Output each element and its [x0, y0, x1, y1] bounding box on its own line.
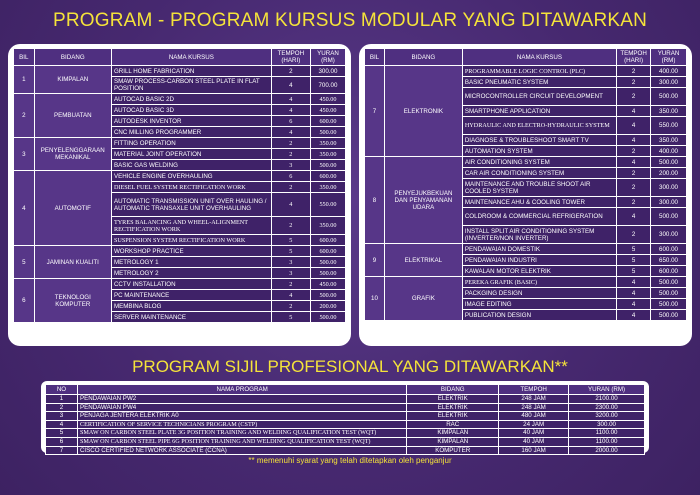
course-tempoh: 3 [271, 160, 310, 171]
course-tempoh: 4 [271, 105, 310, 116]
program-tempoh: 40 JAM [499, 429, 569, 438]
course-tempoh: 5 [271, 312, 310, 323]
table-row [14, 94, 346, 105]
course-tempoh: 4 [617, 299, 651, 310]
group-bidang: PEMBUATAN [34, 94, 111, 138]
program-yuran: 2100.00 [569, 395, 645, 404]
course-name: METROLOGY 1 [111, 257, 271, 268]
course-tempoh: 4 [617, 277, 651, 288]
course-tempoh: 2 [271, 182, 310, 193]
course-tempoh: 5 [271, 235, 310, 246]
course-tempoh: 2 [271, 138, 310, 149]
table-row [46, 395, 645, 404]
table-row [46, 403, 645, 412]
course-tempoh: 4 [271, 193, 310, 217]
course-yuran: 350.00 [310, 138, 345, 149]
header-bidang: BIDANG [384, 49, 462, 66]
modular-courses-table-left [13, 48, 346, 323]
sijil-profesional-panel [41, 381, 649, 453]
header-yuran: YURAN (RM) [310, 49, 345, 66]
course-yuran: 400.00 [651, 66, 687, 77]
table-row [365, 66, 687, 77]
header-nama-kursus: NAMA KURSUS [462, 49, 616, 66]
program-name: CERTIFICATION OF SERVICE TECHNICIANS PROGRAM (CSTP) [77, 420, 406, 429]
course-tempoh: 4 [271, 290, 310, 301]
group-bil: 10 [365, 277, 385, 321]
course-yuran: 300.00 [651, 179, 687, 197]
program-yuran: 1100.00 [569, 437, 645, 446]
course-name: MATERIAL JOINT OPERATION [111, 149, 271, 160]
group-bidang: JAMINAN KUALITI [34, 246, 111, 279]
group-bil: 8 [365, 157, 385, 244]
group-bil: 9 [365, 244, 385, 277]
course-yuran: 300.00 [310, 66, 345, 77]
course-name: PROGRAMMABLE LOGIC CONTROL (PLC) [462, 66, 616, 77]
course-tempoh: 2 [617, 66, 651, 77]
course-tempoh: 5 [617, 244, 651, 255]
header-nama-program: NAMA PROGRAM [77, 385, 406, 395]
course-yuran: 450.00 [310, 105, 345, 116]
course-yuran: 300.00 [651, 226, 687, 244]
course-yuran: 500.00 [310, 290, 345, 301]
course-name: INSTALL SPLIT AIR CONDITIONING SYSTEM (INVERTER/NON INVERTER) [462, 226, 616, 244]
course-tempoh: 3 [271, 257, 310, 268]
program-no: 5 [46, 429, 78, 438]
table-row [46, 446, 645, 455]
program-tempoh: 160 JAM [499, 446, 569, 455]
course-yuran: 600.00 [310, 235, 345, 246]
course-name: AUTOCAD BASIC 3D [111, 105, 271, 116]
program-tempoh: 480 JAM [499, 412, 569, 421]
group-bidang: PENYELENGGARAAN MEKANIKAL [34, 138, 111, 171]
course-tempoh: 3 [271, 268, 310, 279]
group-bil: 3 [14, 138, 35, 171]
table-row [46, 420, 645, 429]
course-name: AUTOMATION SYSTEM [462, 146, 616, 157]
course-name: BASIC PNEUMATIC SYSTEM [462, 77, 616, 88]
table-row [46, 429, 645, 438]
course-tempoh: 2 [617, 77, 651, 88]
course-tempoh: 4 [271, 94, 310, 105]
course-name: FITTING OPERATION [111, 138, 271, 149]
footnote: ** memenuhi syarat yang telah ditetapkan oleh penganjur [248, 456, 452, 465]
course-tempoh: 4 [617, 208, 651, 226]
group-bidang: TEKNOLOGI KOMPUTER [34, 279, 111, 323]
group-bidang: GRAFIK [384, 277, 462, 321]
course-name: PC MAINTENANCE [111, 290, 271, 301]
course-name: IMAGE EDITING [462, 299, 616, 310]
course-yuran: 500.00 [310, 127, 345, 138]
course-yuran: 600.00 [651, 244, 687, 255]
header-nama-kursus: NAMA KURSUS [111, 49, 271, 66]
course-tempoh: 5 [271, 246, 310, 257]
course-name: SUSPENSION SYSTEM RECTIFICATION WORK [111, 235, 271, 246]
course-tempoh: 6 [271, 171, 310, 182]
course-yuran: 350.00 [310, 217, 345, 235]
course-name: COLDROOM & COMMERCIAL REFRIGERATION [462, 208, 616, 226]
course-name: AIR CONDITIONING SYSTEM [462, 157, 616, 168]
group-bil: 6 [14, 279, 35, 323]
program-name: PENDAWAIAN PW4 [77, 403, 406, 412]
course-name: MEMBINA BLOG [111, 301, 271, 312]
table-row [14, 66, 346, 77]
table-row [365, 244, 687, 255]
course-name: MAINTENANCE AND TROUBLE SHOOT AIR COOLED SYSTEM [462, 179, 616, 197]
course-name: DIAGNOSE & TROUBLESHOOT SMART TV [462, 135, 616, 146]
course-tempoh: 4 [271, 77, 310, 94]
course-yuran: 500.00 [310, 257, 345, 268]
course-name: WORKSHOP PRACTICE [111, 246, 271, 257]
group-bidang: KIMPALAN [34, 66, 111, 94]
modular-courses-right-panel [359, 44, 692, 346]
table-header-row [365, 49, 687, 66]
course-yuran: 450.00 [310, 279, 345, 290]
program-name: SMAW ON CARBON STEEL PIPE 6G POSITION TRAINING AND WELDING QUALIFICATION TEST (WQT) [77, 437, 406, 446]
course-name: MAINTENANCE AHU & COOLING TOWER [462, 197, 616, 208]
section-title-sijil: PROGRAM SIJIL PROFESIONAL YANG DITAWARKAN** [132, 357, 568, 376]
program-name: PENDAWAIAN PW2 [77, 395, 406, 404]
sijil-profesional-table [45, 384, 645, 455]
course-yuran: 550.00 [310, 193, 345, 217]
course-yuran: 300.00 [651, 77, 687, 88]
course-tempoh: 4 [617, 157, 651, 168]
table-row [46, 412, 645, 421]
course-yuran: 550.00 [651, 117, 687, 135]
program-name: CISCO CERTIFIED NETWORK ASSOCIATE (CCNA) [77, 446, 406, 455]
course-tempoh: 4 [617, 117, 651, 135]
table-row [14, 138, 346, 149]
course-name: SMARTPHONE APPLICATION [462, 106, 616, 117]
course-yuran: 500.00 [310, 160, 345, 171]
program-no: 3 [46, 412, 78, 421]
table-row [14, 171, 346, 182]
course-tempoh: 2 [617, 197, 651, 208]
program-tempoh: 248 JAM [499, 403, 569, 412]
course-tempoh: 2 [271, 279, 310, 290]
course-yuran: 500.00 [651, 157, 687, 168]
course-tempoh: 5 [617, 266, 651, 277]
course-name: AUTOCAD BASIC 2D [111, 94, 271, 105]
course-yuran: 450.00 [310, 94, 345, 105]
group-bil: 2 [14, 94, 35, 138]
course-yuran: 500.00 [651, 208, 687, 226]
course-name: TYRES BALANCING AND WHEEL-ALIGNMENT RECTIFICATION WORK [111, 217, 271, 235]
course-name: DIESEL FUEL SYSTEM RECTIFICATION WORK [111, 182, 271, 193]
course-tempoh: 4 [617, 106, 651, 117]
program-no: 7 [46, 446, 78, 455]
course-name: METROLOGY 2 [111, 268, 271, 279]
program-bidang: ELEKTRIK [407, 395, 499, 404]
course-yuran: 500.00 [651, 299, 687, 310]
course-yuran: 700.00 [310, 77, 345, 94]
course-tempoh: 4 [271, 127, 310, 138]
program-no: 6 [46, 437, 78, 446]
modular-courses-table-right [364, 48, 687, 321]
program-no: 4 [46, 420, 78, 429]
header-bil: BIL [14, 49, 35, 66]
program-yuran: 3200.00 [569, 412, 645, 421]
header-yuran: YURAN (RM) [569, 385, 645, 395]
course-yuran: 600.00 [310, 246, 345, 257]
course-tempoh: 6 [271, 116, 310, 127]
course-yuran: 500.00 [310, 268, 345, 279]
course-tempoh: 2 [617, 146, 651, 157]
group-bidang: PENYEJUKBEKUAN DAN PENYAMANAN UDARA [384, 157, 462, 244]
program-tempoh: 40 JAM [499, 437, 569, 446]
course-name: KAWALAN MOTOR ELEKTRIK [462, 266, 616, 277]
group-bidang: ELEKTRIKAL [384, 244, 462, 277]
course-tempoh: 4 [617, 135, 651, 146]
group-bil: 4 [14, 171, 35, 246]
course-name: CNC MILLING PROGRAMMER [111, 127, 271, 138]
program-no: 1 [46, 395, 78, 404]
course-tempoh: 2 [271, 66, 310, 77]
program-bidang: ELEKTRIK [407, 412, 499, 421]
course-yuran: 500.00 [310, 312, 345, 323]
header-bidang: BIDANG [407, 385, 499, 395]
table-row [14, 246, 346, 257]
course-yuran: 500.00 [651, 88, 687, 106]
course-yuran: 350.00 [310, 149, 345, 160]
group-bil: 1 [14, 66, 35, 94]
course-tempoh: 2 [617, 168, 651, 179]
group-bidang: AUTOMOTIF [34, 171, 111, 246]
page-title: PROGRAM - PROGRAM KURSUS MODULAR YANG DITAWARKAN [52, 10, 648, 31]
group-bil: 5 [14, 246, 35, 279]
course-yuran: 300.00 [651, 197, 687, 208]
table-row [365, 157, 687, 168]
program-yuran: 1100.00 [569, 429, 645, 438]
program-tempoh: 248 JAM [499, 395, 569, 404]
course-yuran: 400.00 [651, 146, 687, 157]
program-yuran: 2000.00 [569, 446, 645, 455]
course-name: SERVER MAINTENANCE [111, 312, 271, 323]
course-tempoh: 2 [271, 149, 310, 160]
table-row [46, 437, 645, 446]
program-tempoh: 24 JAM [499, 420, 569, 429]
table-header-row [46, 385, 645, 395]
course-tempoh: 2 [617, 179, 651, 197]
program-bidang: KIMPALAN [407, 437, 499, 446]
header-tempoh: TEMPOH (HARI) [617, 49, 651, 66]
course-name: GRILL HOME FABRICATION [111, 66, 271, 77]
program-name: SMAW ON CARBON STEEL PLATE 3G POSITION TRAINING AND WELDING QUALIFICATION TEST (WQT) [77, 429, 406, 438]
course-tempoh: 2 [617, 88, 651, 106]
modular-courses-left-panel [8, 44, 351, 346]
course-tempoh: 4 [617, 310, 651, 321]
header-no: NO [46, 385, 78, 395]
group-bidang: ELEKTRONIK [384, 66, 462, 157]
header-tempoh: TEMPOH [499, 385, 569, 395]
course-name: AUTODESK INVENTOR [111, 116, 271, 127]
header-yuran: YURAN (RM) [651, 49, 687, 66]
course-name: SMAW PROCESS-CARBON STEEL PLATE IN FLAT POSITION [111, 77, 271, 94]
course-tempoh: 2 [271, 301, 310, 312]
course-name: HYDRAULIC AND ELECTRO-HYDRAULIC SYSTEM [462, 117, 616, 135]
course-name: BASIC GAS WELDING [111, 160, 271, 171]
course-tempoh: 4 [617, 288, 651, 299]
course-yuran: 350.00 [651, 135, 687, 146]
course-yuran: 600.00 [310, 116, 345, 127]
program-yuran: 2300.00 [569, 403, 645, 412]
table-row [365, 277, 687, 288]
course-name: PEREKA GRAFIK (BASIC) [462, 277, 616, 288]
course-yuran: 600.00 [651, 266, 687, 277]
course-yuran: 650.00 [651, 255, 687, 266]
program-name: PENJAGA JENTERA ELEKTRIK A0 [77, 412, 406, 421]
program-yuran: 300.00 [569, 420, 645, 429]
course-name: PACKGING DESIGN [462, 288, 616, 299]
program-bidang: KOMPUTER [407, 446, 499, 455]
table-header-row [14, 49, 346, 66]
course-name: CCTV INSTALLATION [111, 279, 271, 290]
header-tempoh: TEMPOH (HARI) [271, 49, 310, 66]
course-tempoh: 5 [617, 255, 651, 266]
table-row [14, 279, 346, 290]
course-name: CAR AIR CONDITIONING SYSTEM [462, 168, 616, 179]
course-yuran: 200.00 [651, 168, 687, 179]
group-bil: 7 [365, 66, 385, 157]
course-tempoh: 2 [617, 226, 651, 244]
program-bidang: ELEKTRIK [407, 403, 499, 412]
course-yuran: 200.00 [310, 301, 345, 312]
course-yuran: 500.00 [651, 310, 687, 321]
course-yuran: 350.00 [310, 182, 345, 193]
course-yuran: 500.00 [651, 288, 687, 299]
course-tempoh: 2 [271, 217, 310, 235]
course-yuran: 600.00 [310, 171, 345, 182]
course-name: PUBLICATION DESIGN [462, 310, 616, 321]
course-yuran: 350.00 [651, 106, 687, 117]
program-bidang: KIMPALAN [407, 429, 499, 438]
course-name: VEHICLE ENGINE OVERHAULING [111, 171, 271, 182]
course-name: PENDAWAIAN INDUSTRI [462, 255, 616, 266]
course-name: AUTOMATIC TRANSMISSION UNIT OVER HAULING / AUTOMATIC TRANSAXLE UNIT OVERHAULING [111, 193, 271, 217]
course-name: PENDAWAIAN DOMESTIK [462, 244, 616, 255]
header-bil: BIL [365, 49, 385, 66]
program-no: 2 [46, 403, 78, 412]
course-yuran: 500.00 [651, 277, 687, 288]
program-bidang: RAC [407, 420, 499, 429]
course-name: MICROCONTROLLER CIRCUIT DEVELOPMENT [462, 88, 616, 106]
header-bidang: BIDANG [34, 49, 111, 66]
